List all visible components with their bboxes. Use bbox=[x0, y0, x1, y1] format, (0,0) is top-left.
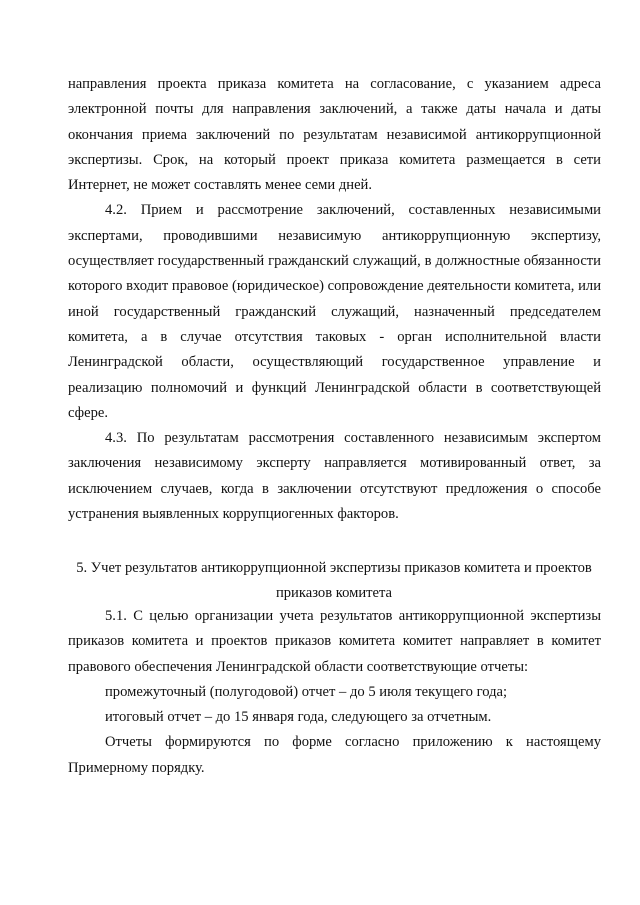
paragraph-4-2: 4.2. Прием и рассмотрение заключений, составленных независимыми экспертами, проводившими независимую антикоррупционную экспертизу, осуществляет государственный гражданский служащий, в должностные обязанности которого входит правовое (юридическое) сопровождение деятельности комитета, или иной государственный гражданский служащий, назначенный председателем комитета, а в случае отсутствия таковых - орган исполнительной власти Ленинградской области, осуществляющий государственное управление и реализацию полномочий и функций Ленинградской области в соответствующей сфере. bbox=[68, 202, 601, 421]
section-5-title-line-2: приказов комитета bbox=[275, 585, 393, 601]
document-body-top bbox=[68, 72, 601, 527]
paragraph-reports-form: Отчеты формируются по форме согласно приложению к настоящему Примерному порядку. bbox=[68, 734, 601, 776]
document-body-bottom bbox=[68, 604, 601, 781]
paragraph-continuation: направления проекта приказа комитета на согласование, с указанием адреса электронной почты для направления заключений, а также даты начала и даты окончания приема заключений по результатам независимой антикоррупционной экспертизы. Срок, на который проект приказа комитета размещается в сети Интернет, не может составлять менее семи дней. bbox=[68, 76, 601, 194]
paragraph-4-3: 4.3. По результатам рассмотрения составленного независимым экспертом заключения независимому эксперту направляется мотивированный ответ, за исключением случаев, когда в заключении отсутствуют предложения о способе устранения выявленных коррупциогенных факторов. bbox=[68, 430, 601, 523]
list-item-interim-report: промежуточный (полугодовой) отчет – до 5 июля текущего года; bbox=[105, 683, 508, 700]
section-5-heading bbox=[60, 556, 608, 606]
section-5-title-line-1: 5. Учет результатов антикоррупционной экспертизы приказов комитета и проектов bbox=[76, 560, 592, 576]
list-item-final-report: итоговый отчет – до 15 января года, следующего за отчетным. bbox=[105, 709, 492, 726]
paragraph-5-1: 5.1. С целью организации учета результатов антикоррупционной экспертизы приказов комитета и проектов приказов комитета комитет направляет в комитет правового обеспечения Ленинградской области соответствующие отчеты: bbox=[68, 608, 601, 675]
